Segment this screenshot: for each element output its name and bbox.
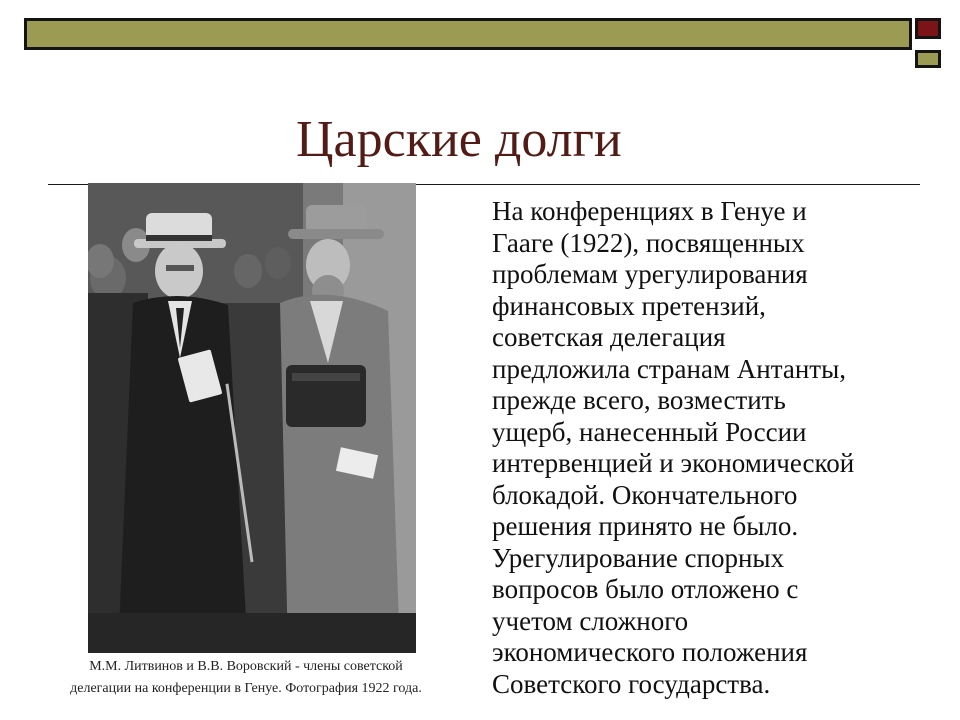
accent-square-olive: [915, 50, 941, 68]
header-bar: [0, 14, 960, 58]
accent-square-red: [915, 18, 941, 39]
photo-caption: М.М. Литвинов и В.В. Воровский - члены советской делегации на конференции в Генуе. Фотография 1922 года.: [70, 659, 422, 696]
slide-body-text: На конференциях в Генуе и Гааге (1922), посвященных проблемам урегулирования финансовых претензий, советская делегация предложила странам Антанты, прежде всего, возместить ущерб, нанесенный России интервенцией и экономической блокадой. Окончательного решения принято не было. Урегулирование спорных вопросов было отложено с учетом сложного экономического положения Советского государства.: [492, 196, 855, 699]
historical-photo: [88, 183, 416, 653]
slide-title: Царские долги: [296, 111, 622, 168]
header-stripe: [24, 18, 912, 50]
